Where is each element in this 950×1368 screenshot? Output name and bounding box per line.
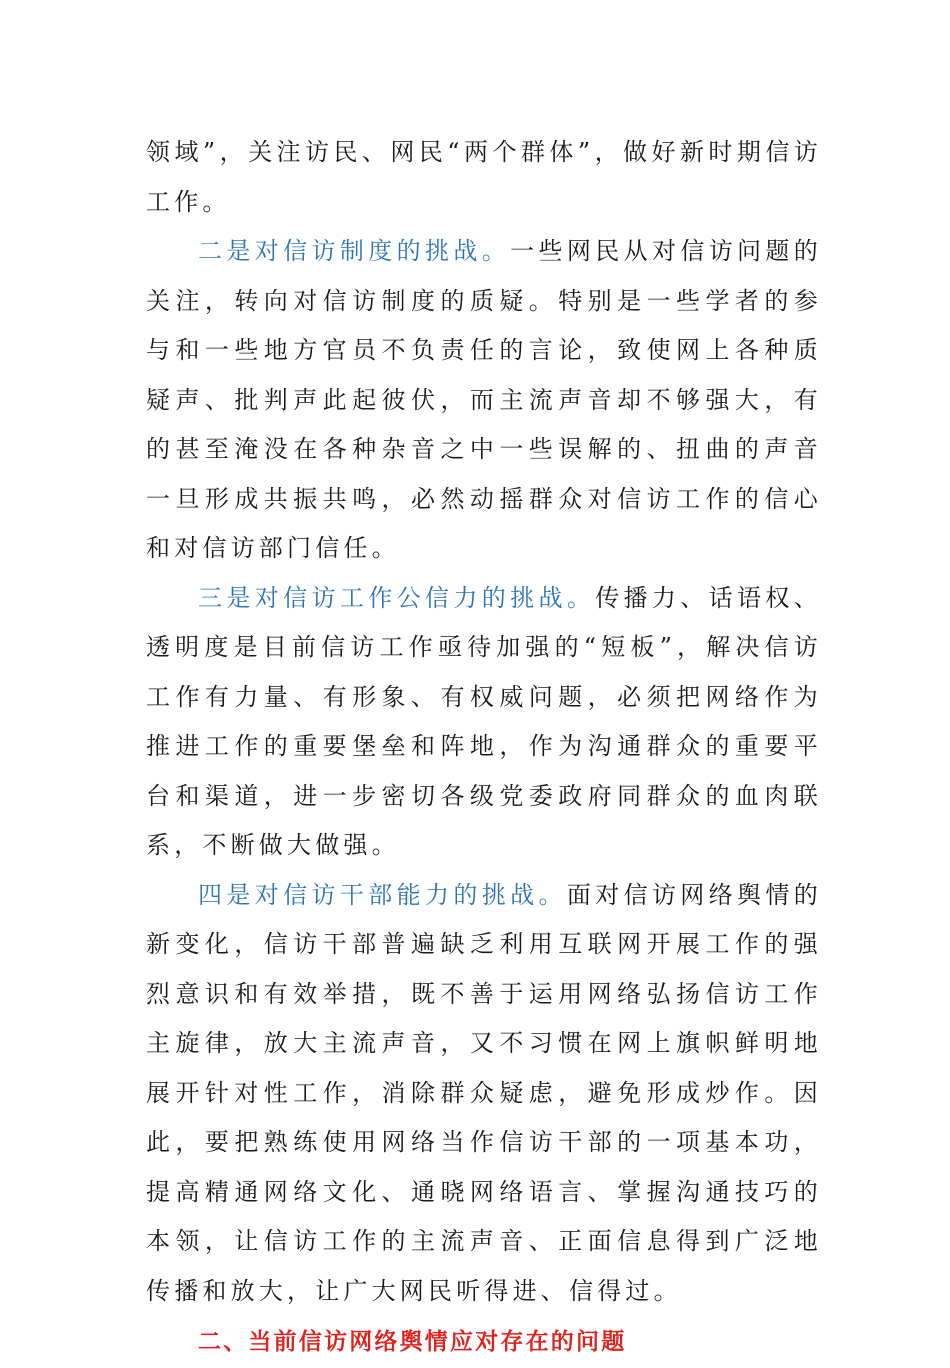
- paragraph-lead: 二是对信访制度的挑战。: [198, 237, 511, 265]
- paragraph-continuation: [146, 128, 822, 227]
- paragraph-body: 领域”，关注访民、网民“两个群体”，做好新时期信访工作。: [146, 138, 822, 216]
- document-body: [146, 128, 822, 1368]
- paragraph-lead: 三是对信访工作公信力的挑战。: [198, 583, 596, 612]
- paragraph-body: 一些网民从对信访问题的关注，转向对信访制度的质疑。特别是一些学者的参与和一些地方官员不负责任的言论，致使网上各种质疑声、批判声此起彼伏，而主流声音却不够强大，有的甚至淹没在各种杂音之中一些误解的、扭曲的声音一旦形成共振共鸣，必然动摇群众对信访工作的信心和对信访部门信任。: [146, 237, 823, 562]
- paragraph-body: 面对信访网络舆情的新变化，信访干部普遍缺乏利用互联网开展工作的强烈意识和有效举措，既不善于运用网络弘扬信访工作主旋律，放大主流声音，又不习惯在网上旗帜鲜明地展开针对性工作，消除群众疑虑，避免形成炒作。因此，要把熟练使用网络当作信访干部的一项基本功，提高精通网络文化、通晓网络语言、掌握沟通技巧的本领，让信访工作的主流声音、正面信息得到广泛地传播和放大，让广大网民听得进、信得过。: [146, 880, 822, 1305]
- paragraph-lead: 四是对信访干部能力的挑战。: [198, 880, 567, 909]
- paragraph-challenge-cadre-ability: [146, 871, 822, 1317]
- paragraph-challenge-credibility: [146, 574, 822, 871]
- paragraph-body: 传播力、话语权、透明度是目前信访工作亟待加强的“短板”，解决信访工作有力量、有形象、有权威问题，必须把网络作为推进工作的重要堡垒和阵地，作为沟通群众的重要平台和渠道，进一步密切各级党委政府同群众的血肉联系，不断做大做强。: [146, 583, 822, 859]
- paragraph-challenge-system: [146, 227, 822, 574]
- section-heading: 二、当前信访网络舆情应对存在的问题: [198, 1329, 627, 1355]
